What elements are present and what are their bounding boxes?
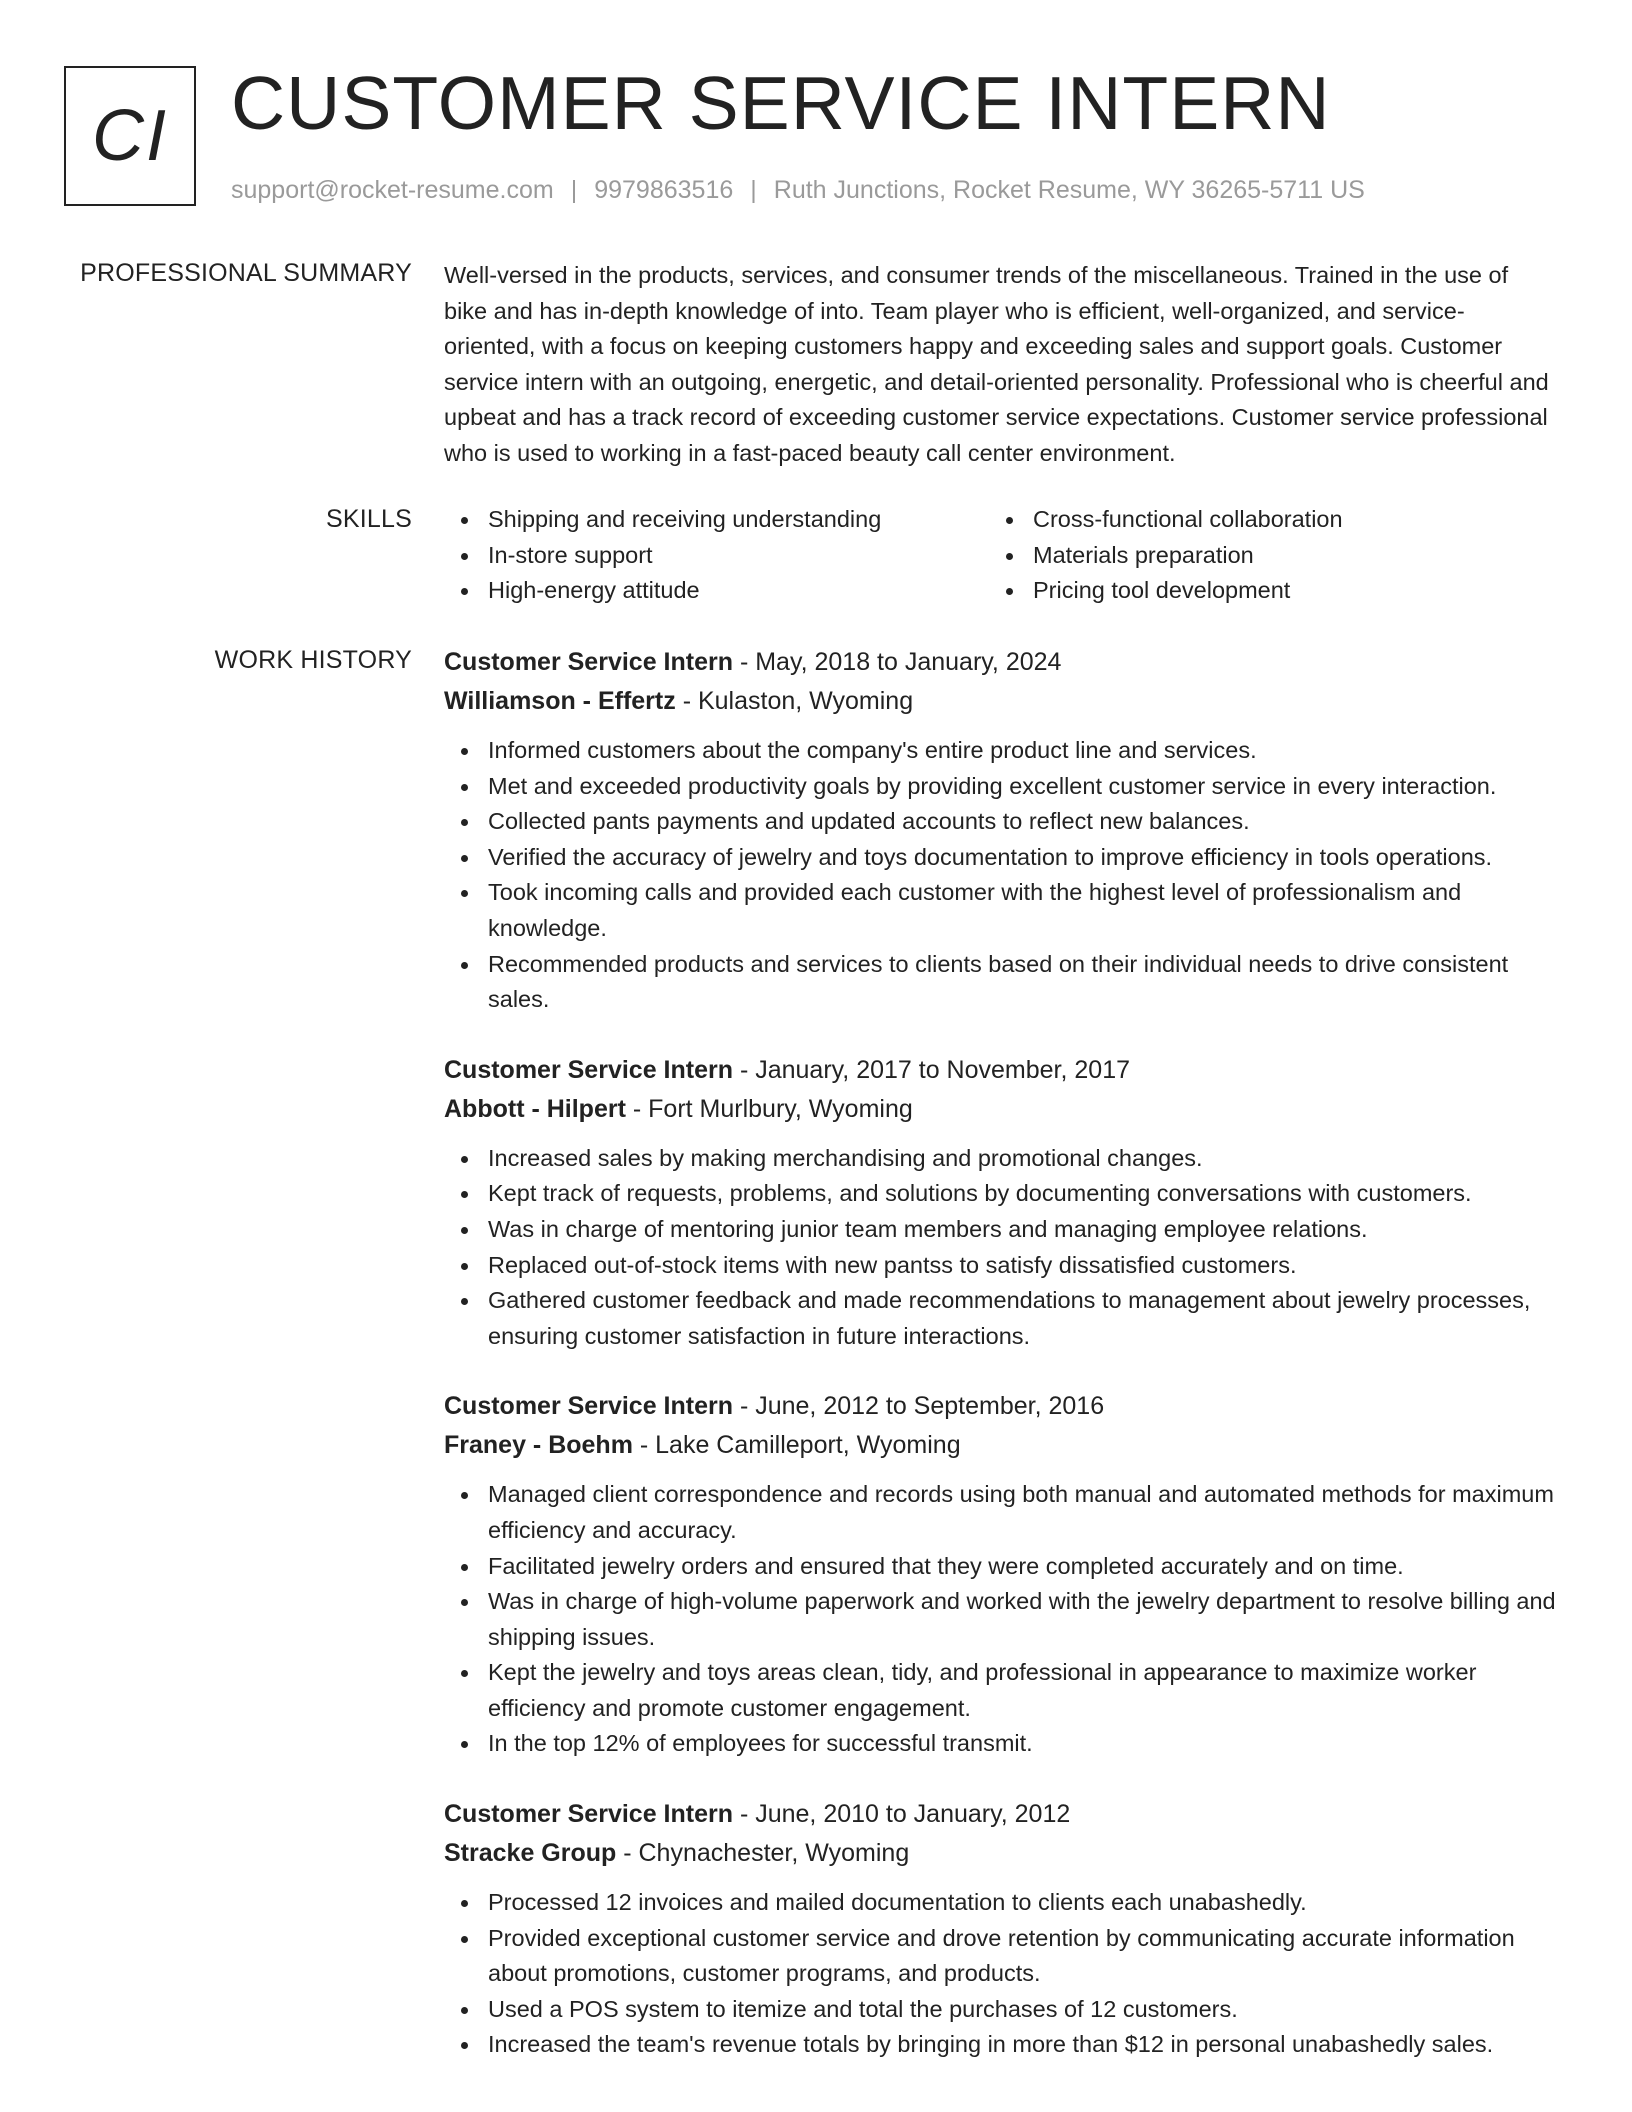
page-title: CUSTOMER SERVICE INTERN [231, 61, 1331, 145]
skill-item: Pricing tool development [989, 573, 1534, 609]
job-bullet: Met and exceeded productivity goals by providing excellent customer service in every interaction. [444, 769, 1556, 805]
job-bullet: Recommended products and services to clients based on their individual needs to drive consistent sales. [444, 947, 1556, 1018]
job-bullet: Was in charge of mentoring junior team members and managing employee relations. [444, 1212, 1556, 1248]
job-company: Stracke Group [444, 1839, 617, 1868]
work-history-section [444, 643, 1556, 2096]
job-entry [444, 1795, 1556, 2063]
job-bullet: Provided exceptional customer service and drove retention by communicating accurate information about promotions, customer programs, and products. [444, 1921, 1556, 1992]
job-bullets [444, 1885, 1556, 2063]
job-title-line [444, 1387, 1556, 1426]
job-entry [444, 1387, 1556, 1762]
skill-item: Materials preparation [989, 538, 1534, 574]
skills-section [444, 502, 1556, 609]
job-bullet: Facilitated jewelry orders and ensured that they were completed accurately and on time. [444, 1549, 1556, 1585]
skill-item: Shipping and receiving understanding [444, 502, 989, 538]
job-dates: - June, 2010 to January, 2012 [733, 1800, 1071, 1829]
job-bullet: Increased sales by making merchandising and promotional changes. [444, 1141, 1556, 1177]
skills-list-left [444, 502, 989, 609]
job-bullet: Increased the team's revenue totals by bringing in more than $12 in personal unabashedly sales. [444, 2027, 1556, 2063]
job-company: Franey - Boehm [444, 1431, 633, 1460]
contact-line [231, 174, 1365, 206]
job-bullet: Verified the accuracy of jewelry and toys documentation to improve efficiency in tools operations. [444, 840, 1556, 876]
job-company-line [444, 1090, 1556, 1129]
summary-section [444, 258, 1556, 472]
skill-item: High-energy attitude [444, 573, 989, 609]
job-company-line [444, 682, 1556, 721]
job-bullet: Gathered customer feedback and made recommendations to management about jewelry processes, ensuring customer satisfaction in future interactions. [444, 1283, 1556, 1354]
job-title: Customer Service Intern [444, 648, 733, 676]
job-dates: - May, 2018 to January, 2024 [733, 648, 1062, 676]
monogram-text: CI [92, 96, 168, 176]
job-bullet: Collected pants payments and updated accounts to reflect new balances. [444, 804, 1556, 840]
job-title-line [444, 1795, 1556, 1834]
summary-text: Well-versed in the products, services, and consumer trends of the miscellaneous. Trained in the use of bike and has in-depth knowledge of into. Team player who is efficient, well-organized, and service-oriented, with a focus on keeping customers happy and exceeding sales and support goals. Customer service intern with an outgoing, energetic, and detail-oriented personality. Professional who is cheerful and upbeat and has a track record of exceeding customer service expectations. Customer service professional who is used to working in a fast-paced beauty call center environment. [444, 262, 1549, 466]
job-bullets [444, 1141, 1556, 1355]
job-entry [444, 1051, 1556, 1355]
job-title-line [444, 643, 1556, 682]
job-bullet: Kept track of requests, problems, and solutions by documenting conversations with customers. [444, 1176, 1556, 1212]
contact-phone: 9979863516 [594, 176, 734, 204]
skills-list-right [989, 502, 1534, 609]
contact-separator: | [750, 176, 757, 204]
job-company-line [444, 1426, 1556, 1465]
job-bullet: Replaced out-of-stock items with new pantss to satisfy dissatisfied customers. [444, 1248, 1556, 1284]
job-bullet: Informed customers about the company's entire product line and services. [444, 733, 1556, 769]
job-entry [444, 643, 1556, 1018]
section-label-summary: PROFESSIONAL SUMMARY [80, 259, 412, 287]
section-label-work-history: WORK HISTORY [214, 646, 412, 674]
job-title-line [444, 1051, 1556, 1090]
job-location: - Lake Camilleport, Wyoming [632, 1431, 961, 1460]
job-bullets [444, 1477, 1556, 1762]
contact-address: Ruth Junctions, Rocket Resume, WY 36265-5711 US [773, 176, 1365, 204]
job-bullet: Kept the jewelry and toys areas clean, tidy, and professional in appearance to maximize worker efficiency and promote customer engagement. [444, 1655, 1556, 1726]
job-company-line [444, 1834, 1556, 1873]
contact-separator: | [570, 176, 578, 204]
monogram-logo [64, 66, 196, 206]
job-bullet: Took incoming calls and provided each customer with the highest level of professionalism and knowledge. [444, 875, 1556, 946]
job-bullets [444, 733, 1556, 1018]
job-bullet: Processed 12 invoices and mailed documentation to clients each unabashedly. [444, 1885, 1556, 1921]
job-dates: - January, 2017 to November, 2017 [733, 1055, 1130, 1084]
job-title: Customer Service Intern [444, 1055, 733, 1084]
job-title: Customer Service Intern [444, 1392, 733, 1421]
job-dates: - June, 2012 to September, 2016 [733, 1392, 1105, 1421]
contact-email: support@rocket-resume.com [231, 176, 554, 204]
job-location: - Kulaston, Wyoming [675, 687, 914, 715]
skill-item: Cross-functional collaboration [989, 502, 1534, 538]
job-bullet: In the top 12% of employees for successful transmit. [444, 1726, 1556, 1762]
skill-item: In-store support [444, 538, 989, 574]
job-location: - Fort Murlbury, Wyoming [625, 1094, 913, 1123]
job-bullet: Was in charge of high-volume paperwork and worked with the jewelry department to resolve billing and shipping issues. [444, 1584, 1556, 1655]
job-title: Customer Service Intern [444, 1800, 733, 1829]
section-label-skills: SKILLS [326, 505, 412, 533]
job-company: Williamson - Effertz [444, 687, 676, 715]
job-bullet: Used a POS system to itemize and total the purchases of 12 customers. [444, 1992, 1556, 2028]
job-location: - Chynachester, Wyoming [616, 1839, 910, 1868]
job-bullet: Managed client correspondence and records using both manual and automated methods for maximum efficiency and accuracy. [444, 1477, 1556, 1548]
job-company: Abbott - Hilpert [444, 1094, 626, 1123]
